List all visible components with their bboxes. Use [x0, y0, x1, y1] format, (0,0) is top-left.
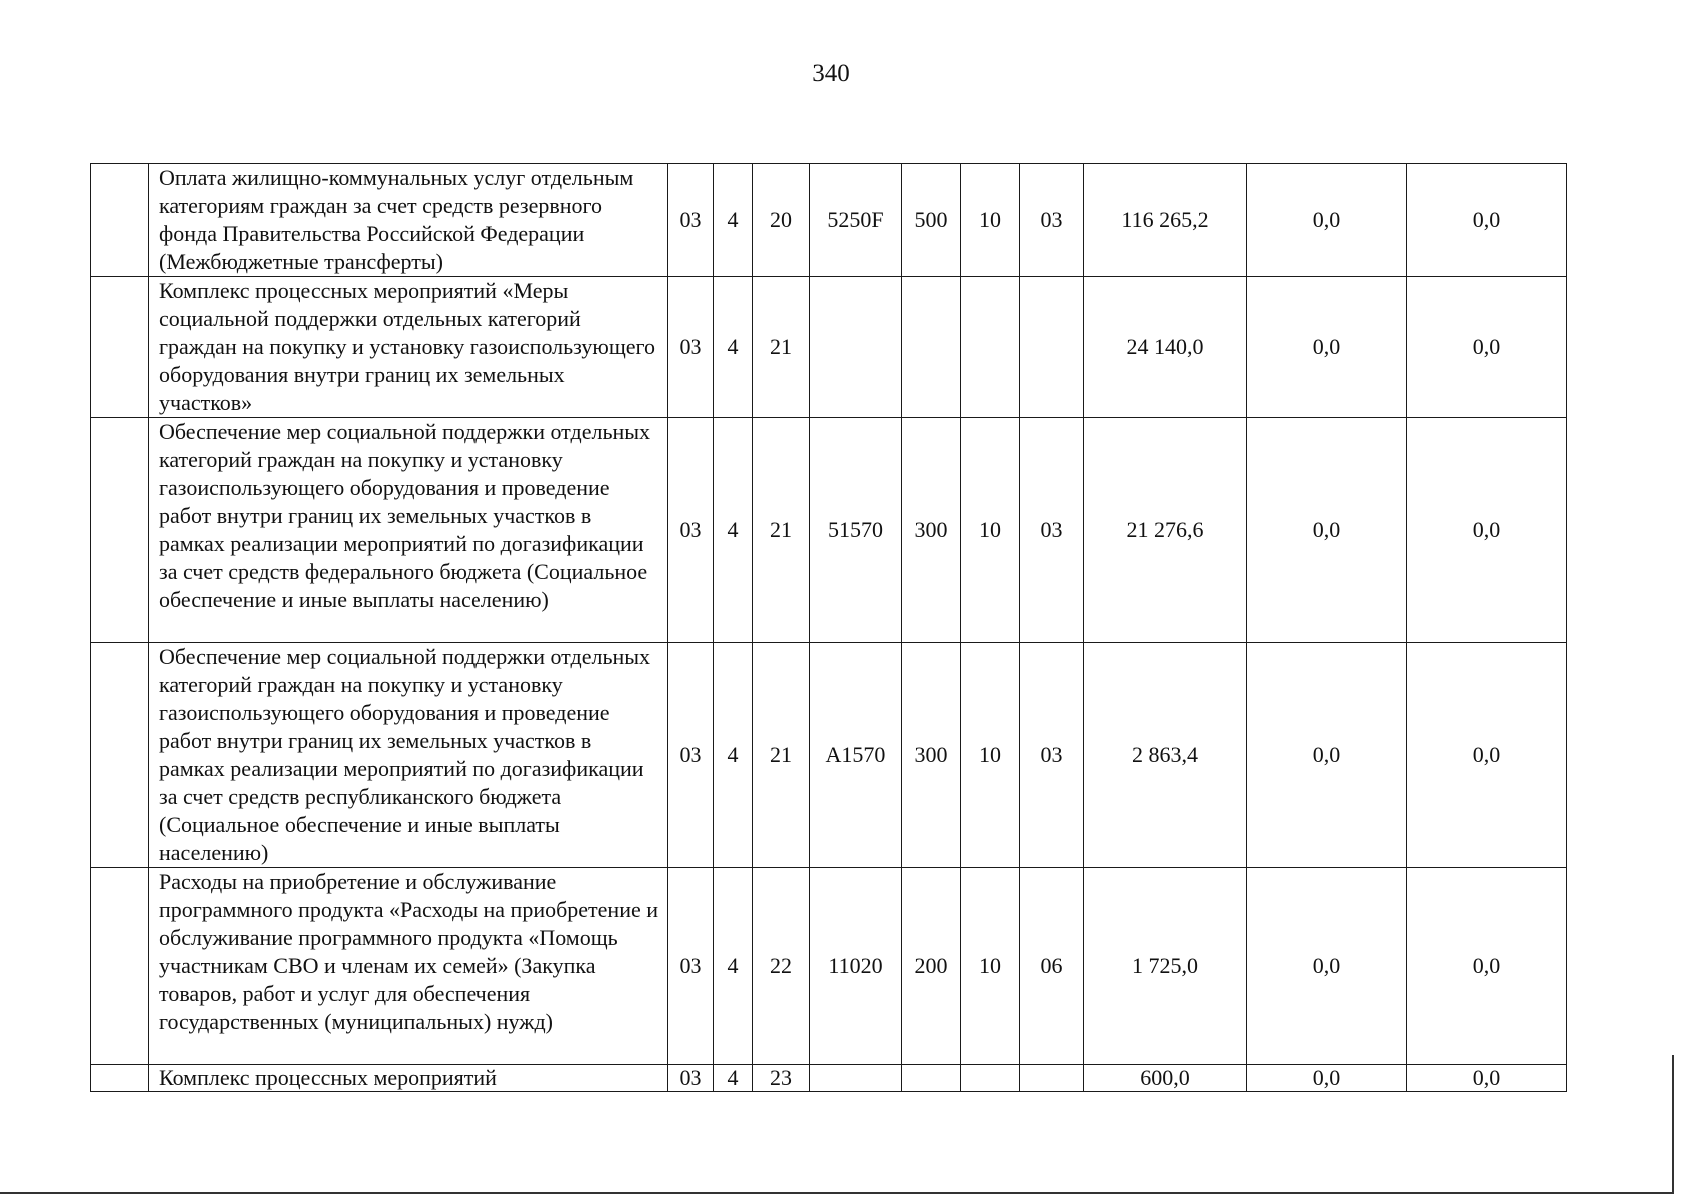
amount-cell: 600,0	[1084, 1065, 1247, 1092]
code-cell: 21	[753, 277, 810, 418]
code-cell: 03	[668, 643, 714, 868]
row-description: Расходы на приобретение и обслуживание программного продукта «Расходы на приобретение и обслуживание программного продукта «Помощь участникам СВО и членам их семей» (Закупка товаров, работ и услуг для обеспечения государственных (муниципальных) нужд)	[149, 868, 668, 1065]
code-cell: 4	[714, 418, 753, 643]
amount-cell: 0,0	[1407, 643, 1567, 868]
amount-cell: 116 265,2	[1084, 164, 1247, 277]
table-row	[91, 868, 1567, 1065]
row-description: Комплекс процессных мероприятий	[149, 1065, 668, 1092]
code-cell	[810, 277, 902, 418]
amount-cell: 0,0	[1247, 868, 1407, 1065]
code-cell: 03	[668, 164, 714, 277]
amount-cell: 1 725,0	[1084, 868, 1247, 1065]
scan-right-edge	[1672, 1055, 1674, 1194]
empty-cell	[91, 643, 149, 868]
code-cell: 03	[668, 418, 714, 643]
amount-cell: 21 276,6	[1084, 418, 1247, 643]
amount-cell: 0,0	[1407, 868, 1567, 1065]
empty-cell	[91, 1065, 149, 1092]
code-cell: 10	[961, 164, 1020, 277]
code-cell: 03	[1020, 643, 1084, 868]
scan-bottom-edge	[0, 1192, 1672, 1194]
code-cell: 4	[714, 1065, 753, 1092]
code-cell	[902, 277, 961, 418]
code-cell: 10	[961, 418, 1020, 643]
code-cell	[810, 1065, 902, 1092]
amount-cell: 0,0	[1247, 164, 1407, 277]
empty-cell	[91, 164, 149, 277]
empty-cell	[91, 418, 149, 643]
code-cell: 10	[961, 643, 1020, 868]
row-description: Комплекс процессных мероприятий «Меры социальной поддержки отдельных категорий граждан на покупку и установку газоиспользующего оборудования внутри границ их земельных участков»	[149, 277, 668, 418]
code-cell: 11020	[810, 868, 902, 1065]
code-cell: 10	[961, 868, 1020, 1065]
table-row	[91, 643, 1567, 868]
empty-cell	[91, 277, 149, 418]
budget-table	[90, 163, 1567, 1092]
code-cell	[1020, 277, 1084, 418]
code-cell: 03	[668, 868, 714, 1065]
code-cell: 4	[714, 643, 753, 868]
row-description: Оплата жилищно-коммунальных услуг отдельным категориям граждан за счет средств резервного фонда Правительства Российской Федерации (Межбюджетные трансферты)	[149, 164, 668, 277]
code-cell: 21	[753, 418, 810, 643]
amount-cell: 0,0	[1407, 1065, 1567, 1092]
code-cell	[1020, 1065, 1084, 1092]
code-cell: 200	[902, 868, 961, 1065]
code-cell: 03	[668, 1065, 714, 1092]
empty-cell	[91, 868, 149, 1065]
code-cell: 03	[1020, 164, 1084, 277]
code-cell	[902, 1065, 961, 1092]
code-cell: 21	[753, 643, 810, 868]
code-cell: 51570	[810, 418, 902, 643]
amount-cell: 0,0	[1247, 418, 1407, 643]
code-cell	[961, 277, 1020, 418]
amount-cell: 0,0	[1247, 643, 1407, 868]
row-description: Обеспечение мер социальной поддержки отдельных категорий граждан на покупку и установку газоиспользующего оборудования и проведение работ внутри границ их земельных участков в рамках реализации мероприятий по догазификации за счет средств федерального бюджета (Социальное обеспечение и иные выплаты населению)	[149, 418, 668, 643]
code-cell: 300	[902, 418, 961, 643]
code-cell: 22	[753, 868, 810, 1065]
amount-cell: 0,0	[1247, 277, 1407, 418]
table-row	[91, 1065, 1567, 1092]
amount-cell: 0,0	[1407, 418, 1567, 643]
amount-cell: 2 863,4	[1084, 643, 1247, 868]
code-cell: 300	[902, 643, 961, 868]
code-cell	[961, 1065, 1020, 1092]
code-cell: 4	[714, 164, 753, 277]
amount-cell: 0,0	[1407, 164, 1567, 277]
code-cell: 5250F	[810, 164, 902, 277]
code-cell: 4	[714, 868, 753, 1065]
code-cell: A1570	[810, 643, 902, 868]
code-cell: 03	[668, 277, 714, 418]
table-row	[91, 277, 1567, 418]
amount-cell: 0,0	[1407, 277, 1567, 418]
table-row	[91, 164, 1567, 277]
amount-cell: 0,0	[1247, 1065, 1407, 1092]
page-number: 340	[812, 60, 850, 87]
code-cell: 500	[902, 164, 961, 277]
code-cell: 4	[714, 277, 753, 418]
code-cell: 20	[753, 164, 810, 277]
amount-cell: 24 140,0	[1084, 277, 1247, 418]
code-cell: 06	[1020, 868, 1084, 1065]
table-row	[91, 418, 1567, 643]
code-cell: 03	[1020, 418, 1084, 643]
row-description: Обеспечение мер социальной поддержки отдельных категорий граждан на покупку и установку газоиспользующего оборудования и проведение работ внутри границ их земельных участков в рамках реализации мероприятий по догазификации за счет средств республиканского бюджета (Социальное обеспечение и иные выплаты населению)	[149, 643, 668, 868]
code-cell: 23	[753, 1065, 810, 1092]
